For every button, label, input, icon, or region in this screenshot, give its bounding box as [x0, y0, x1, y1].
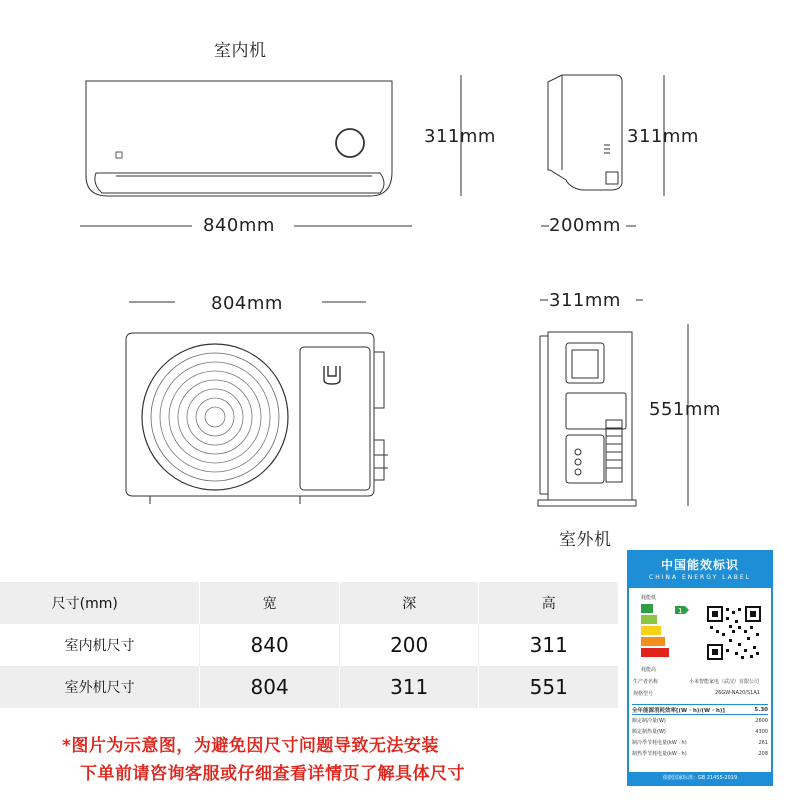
grade-scale-icon [641, 602, 703, 664]
outdoor-depth-label: 311mm [549, 290, 621, 311]
row-indoor-depth: 200 [390, 633, 429, 657]
header-height: 高 [541, 596, 556, 612]
apf-value: 5.30 [754, 706, 768, 713]
spec-label: 额定制热量(W) [632, 729, 666, 735]
spec-value: 261 [758, 739, 768, 746]
indoor-unit-front-drawing [86, 81, 392, 196]
outdoor-unit-label: 室外机 [559, 530, 612, 550]
row-indoor-height: 311 [529, 633, 568, 657]
model-value: 26GW-NA20/S1A1 [715, 690, 760, 696]
outdoor-unit-front-drawing [126, 333, 388, 504]
header-size: 尺寸(mm) [51, 596, 118, 612]
model-key: 规格型号 [633, 691, 654, 697]
table-row [0, 666, 618, 708]
table-row [0, 624, 618, 666]
qr-code-icon [707, 606, 761, 660]
row-outdoor-height: 551 [529, 675, 568, 699]
header-depth: 深 [402, 596, 417, 612]
row-indoor-name: 室内机尺寸 [64, 638, 135, 654]
grade-high-label: 耗能高 [641, 667, 657, 673]
indoor-unit-label: 室内机 [214, 41, 267, 61]
list-item [632, 715, 768, 726]
table-header-row [0, 582, 618, 624]
energy-standard: 依据国家标准：GB 21455-2019 [629, 772, 771, 784]
energy-label-subtitle: CHINA ENERGY LABEL [649, 574, 751, 581]
grade-value: 1 [678, 607, 683, 615]
spec-value: 2600 [755, 717, 768, 724]
install-note-line-1: *图片为示意图，为避免因尺寸问题导致无法安装 [62, 736, 439, 756]
row-outdoor-width: 804 [250, 675, 289, 699]
outdoor-height-label: 551mm [649, 399, 721, 420]
spec-label: 制热季节耗电量(kW · h) [632, 751, 687, 757]
manufacturer-value: 小米智能家电（武汉）有限公司 [689, 679, 760, 685]
grade-low-label: 耗能低 [641, 595, 657, 601]
row-outdoor-name: 室外机尺寸 [64, 680, 135, 696]
header-width: 宽 [262, 596, 277, 612]
list-item [632, 737, 768, 748]
install-note-line-2: 下单前请咨询客服或仔细查看详情页了解具体尺寸 [80, 764, 465, 784]
apf-label: 全年能源消耗效率[(W · h)/(W · h)] [632, 707, 725, 714]
outdoor-width-label: 804mm [211, 293, 283, 314]
spec-label: 制冷季节耗电量(kW · h) [632, 740, 687, 746]
energy-label-header [629, 552, 771, 588]
row-indoor-width: 840 [250, 633, 289, 657]
energy-label [627, 550, 773, 786]
list-item [632, 704, 768, 715]
indoor-unit-side-drawing [548, 75, 622, 190]
indoor-side-height-label: 311mm [627, 126, 699, 147]
energy-label-title: 中国能效标识 [660, 558, 739, 572]
row-outdoor-depth: 311 [390, 675, 429, 699]
indoor-front-height-label: 311mm [424, 126, 496, 147]
energy-spec-list [632, 704, 768, 759]
outdoor-unit-side-drawing [538, 332, 636, 506]
spec-label: 额定制冷量(W) [632, 718, 666, 724]
indoor-depth-label: 200mm [549, 215, 621, 236]
spec-value: 208 [758, 750, 768, 757]
spec-value: 4300 [755, 728, 768, 735]
indoor-width-label: 840mm [203, 215, 275, 236]
manufacturer-key: 生产者名称 [633, 679, 659, 685]
dimension-table [0, 582, 618, 708]
list-item [632, 748, 768, 759]
list-item [632, 726, 768, 737]
